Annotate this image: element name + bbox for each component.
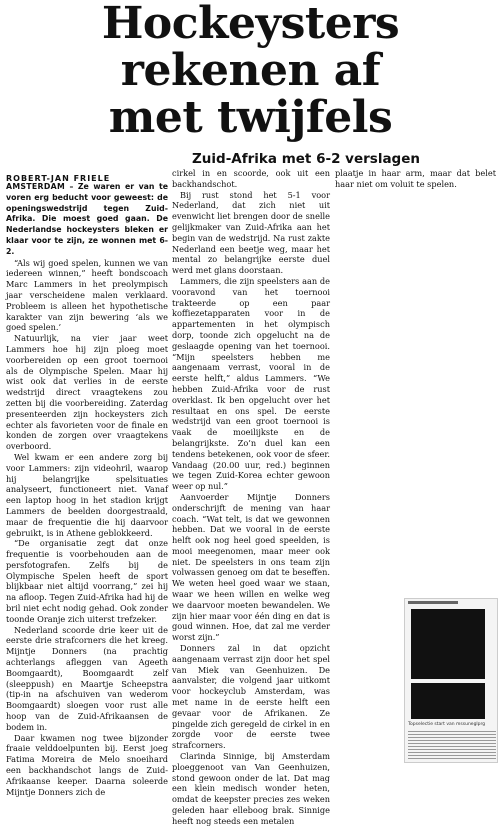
thumbnail-text-lines (408, 731, 496, 761)
article-column-1 (6, 182, 168, 797)
article-column-2 (172, 168, 330, 826)
headline-line-2: rekenen af (120, 45, 381, 96)
paragraph: “Als wij goed spelen, kunnen we van iedereen winnen,” heeft bondscoach Marc Lammers in het preolympisch jaar verscheidene malen verklaard. Probleem is alleen het hypothetische karakter van zijn bewering ‘als we goed spelen.’ (6, 257, 168, 333)
dateline-place: AMSTERDAM (6, 182, 66, 191)
page-thumbnail (404, 598, 498, 763)
headline-line-1: Hockeysters (101, 0, 400, 49)
lead-text: – Ze waren er van te voren erg beducht voor geweest: de openingswedstrijd tegen Zuid-Afrika. Die moest goed gaan. De Nederlandse hockeysters bleken er klaar voor te zijn, ze wonnen met 6-2. (6, 182, 168, 256)
byline: ROBERT-JAN FRIELE (6, 174, 111, 183)
paragraph: Natuurlijk, na vier jaar weet Lammers hoe hij zijn ploeg moet voorbereiden op een groot toernooi als de Olympische Spelen. Maar hij wist ook dat verlies in de eerste wedstrijd direct vraagtekens zou zetten bij die voorbereiding. Zaterdag presenteerden zijn hockeysters zich echter als favorieten voor de finale en konden de zorgen over vraagtekens overboord. (6, 333, 168, 452)
subheadline: Zuid-Afrika met 6-2 verslagen (192, 151, 420, 167)
paragraph: Lammers, die zijn speelsters aan de vooravond van het toernooi trakteerde op een paar koffiezetapparaten voor in de appartementen in het olympisch dorp, toonde zich opgelucht na de geslaagde opening van het toernooi. “Mijn speelsters hebben me aangenaam verrast, vooral in de eerste helft,” aldus Lammers. “We hebben Zuid-Afrika voor de rust overklast. Ik ben opgelucht over het resultaat en ons spel. De eerste wedstrijd van een groot toernooi is vaak de moeilijkste en de belangrijkste. Zo’n duel kan een tendens betekenen, ook voor de sfeer. Vandaag (20.00 uur, red.) beginnen we tegen Zuid-Korea echter gewoon weer op nul.” (172, 275, 330, 492)
thumbnail-caption: Topselectie start van mssuneglprg (408, 722, 486, 727)
paragraph: Aanvoerder Mijntje Donners onderschrijft de mening van haar coach. “Wat telt, is dat we gewonnen hebben. Dat we vooral in de eerste helft ook nog heel goed speelden, is mooi meegenomen, maar meer ook niet. De speelsters in ons team zijn volwassen genoeg om dat te beseffen. We weten heel goed waar we staan, waar we heen willen en welke weg we daarvoor moeten bewandelen. We zijn hier maar voor één ding en dat is goud winnen. Hoe, dat zal me verder worst zijn.” (172, 491, 330, 643)
lead-paragraph (6, 182, 168, 258)
paragraph: Daar kwamen nog twee bijzonder fraaie velddoelpunten bij. Eerst joeg Fatima Moreira de Melo snoeihard een backhandschot langs de Zuid-Afrikaanse keeper. Daarna soleerde Mijntje Donners zich de (6, 732, 168, 797)
article-column-3 (335, 168, 496, 208)
paragraph: Donners zal in dat opzicht aangenaam verrast zijn door het spel van Miek van Geenhuizen. De aanvalster, die volgend jaar uitkomt voor hockeyclub Amsterdam, was met name in de eerste helft een gevaar voor de Afrikanen. Ze pingelde zich geregeld de cirkel in en zorgde voor de eerste twee strafcorners. (172, 643, 330, 751)
headline-line-3: met twijfels (108, 92, 393, 143)
paragraph: cirkel in en scoorde, ook uit een backhandschot. (172, 168, 330, 189)
paragraph: plaatje in haar arm, maar dat belet haar niet om voluit te spelen. (335, 168, 496, 189)
paragraph: Bij rust stond het 5-1 voor Nederland, dat zich niet uit evenwicht liet brengen door de snelle gelijkmaker van Zuid-Afrika aan het begin van de wedstrijd. Na rust zakte Nederland een beetje weg, maar het mental zo belangrijke eerste duel werd met glans doorstaan. (172, 189, 330, 276)
paragraph: Wel kwam er een andere zorg bij voor Lammers: zijn videohril, waarop hij belangrijke spelsituaties analyseert, functioneert niet. Vanaf een laptop hoog in het stadion krijgt Lammers de beelden doorgestraald, maar de frequentie die hij daarvoor gebruikt, is in Athene geblokkeerd. (6, 451, 168, 538)
paragraph: “De organisatie zegt dat onze frequentie is voorbehouden aan de persfotografen. Zelfs bij de Olympische Spelen heeft de sport blijkbaar niet altijd voorrang,” zei hij na afloop. Tegen Zuid-Afrika had hij de bril niet echt nodig gehad. Ook zonder toonde Oranje zich uiterst trefzeker. (6, 538, 168, 624)
headline (0, 0, 501, 141)
paragraph: Clarinda Sinnige, bij Amsterdam ploeggenoot van Van Geenhuizen, stond gewoon onder de lat. Dat mag een klein medisch wonder heten, omdat de keepster precies zes weken geleden haar elleboog brak. Sinnige heeft nog steeds een metalen (172, 751, 330, 826)
thumbnail-photo-2 (411, 683, 485, 719)
thumbnail-photo (411, 609, 485, 679)
paragraph: Nederland scoorde drie keer uit de eerste drie strafcorners die het kreeg. Mijntje Donners (na prachtig achterlangs afleggen van Ageeth Boomgaardt), Boomgaardt zelf (sleeppush) en Maartje Scheepstra (tip-in na afschuiven van wederom Boomgaardt) sloegen voor rust alle hoop van de Zuid-Afrikaansen de bodem in. (6, 624, 168, 732)
thumbnail-header (408, 601, 458, 604)
